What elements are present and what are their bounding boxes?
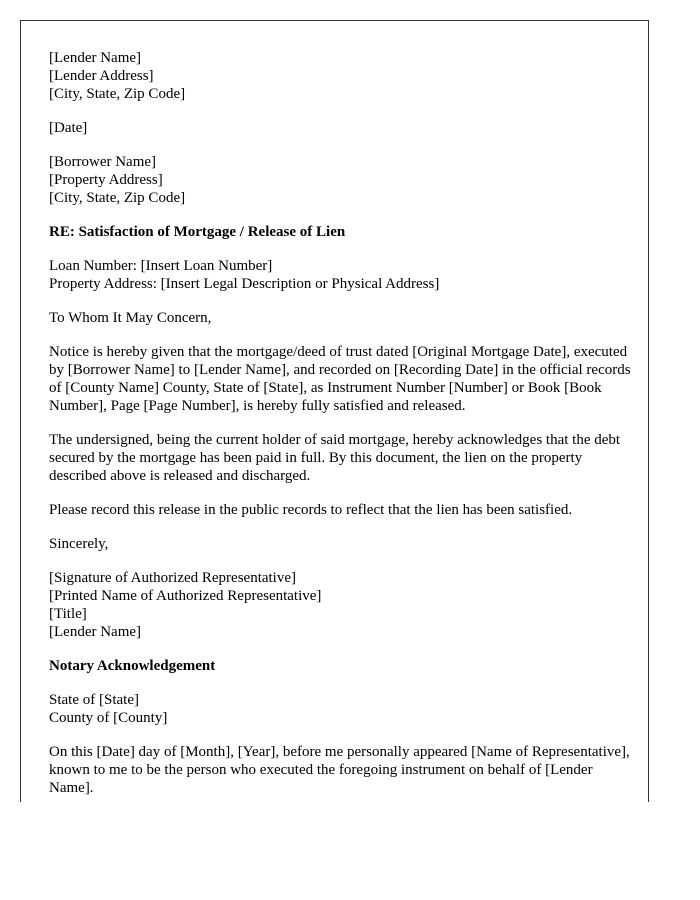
lender-city-state-zip: [City, State, Zip Code] [49, 86, 186, 102]
loan-number: Loan Number: [Insert Loan Number] [49, 258, 273, 274]
signature-lender-name: [Lender Name] [49, 624, 142, 640]
signature: [Signature of Authorized Representative] [49, 570, 297, 586]
closing: Sincerely, [49, 536, 109, 552]
signature-block [49, 569, 634, 641]
property-address: [Property Address] [49, 172, 163, 188]
notary-county: County of [County] [49, 710, 168, 726]
borrower-address-block [49, 153, 634, 207]
subject-line: RE: Satisfaction of Mortgage / Release of Lien [49, 224, 346, 240]
title: [Title] [49, 606, 87, 622]
loan-property-address: Property Address: [Insert Legal Description or Physical Address] [49, 276, 440, 292]
notary-location [49, 691, 634, 727]
letter-document [20, 20, 649, 802]
lender-address: [Lender Address] [49, 68, 154, 84]
body-paragraph: The undersigned, being the current holder of said mortgage, hereby acknowledges that the debt secured by the mortgage has been paid in full. By this document, the lien on the property described above is released and discharged. [49, 432, 621, 484]
salutation: To Whom It May Concern, [49, 310, 212, 326]
notary-state: State of [State] [49, 692, 139, 708]
borrower-name: [Borrower Name] [49, 154, 157, 170]
notary-heading: Notary Acknowledgement [49, 658, 216, 674]
letter-date: [Date] [49, 120, 88, 136]
body-paragraph: Notice is hereby given that the mortgage/deed of trust dated [Original Mortgage Date], executed by [Borrower Name] to [Lender Name], and recorded on [Recording Date] in the official records of [County Name] County, State of [State], as Instrument Number [Number] or Book [Book Number], Page [Page Number], is hereby fully satisfied and released. [49, 344, 631, 414]
printed-name: [Printed Name of Authorized Representative] [49, 588, 322, 604]
lender-address-block [49, 49, 634, 103]
notary-paragraph: On this [Date] day of [Month], [Year], before me personally appeared [Name of Representative], known to me to be the person who executed the foregoing instrument on behalf of [Lender Name]. [49, 744, 630, 796]
borrower-city-state-zip: [City, State, Zip Code] [49, 190, 186, 206]
lender-name: [Lender Name] [49, 50, 142, 66]
body-paragraph: Please record this release in the public records to reflect that the lien has been satisfied. [49, 502, 573, 518]
loan-info [49, 257, 634, 293]
